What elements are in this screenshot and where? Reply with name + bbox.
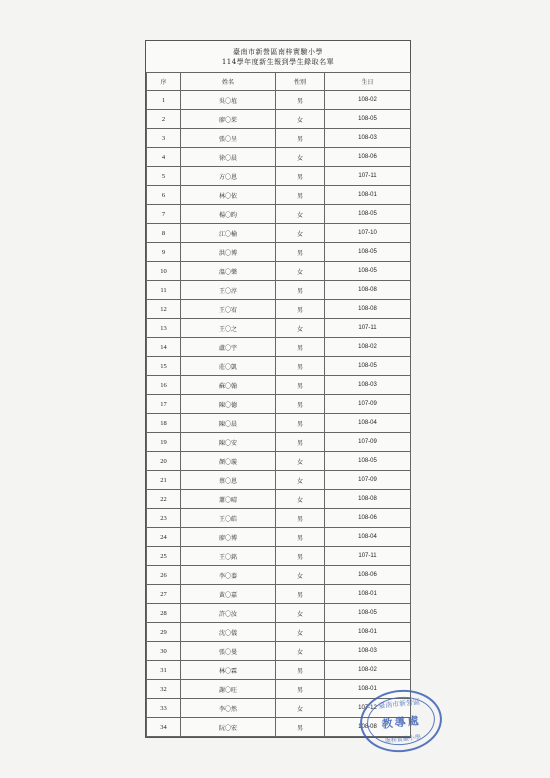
cell-birth: 108-03 [325, 129, 411, 148]
cell-birth: 108-02 [325, 91, 411, 110]
cell-gender: 男 [276, 547, 325, 566]
seal-bottom-text: 南梓實驗小學 [384, 734, 422, 745]
cell-number: 25 [147, 547, 181, 566]
cell-number: 20 [147, 452, 181, 471]
cell-number: 14 [147, 338, 181, 357]
table-row [147, 319, 411, 338]
cell-number: 26 [147, 566, 181, 585]
cell-birth: 108-06 [325, 509, 411, 528]
cell-birth: 108-08 [325, 300, 411, 319]
cell-number: 10 [147, 262, 181, 281]
cell-name: 顏〇璇 [181, 452, 276, 471]
cell-gender: 女 [276, 642, 325, 661]
header-name: 姓名 [181, 73, 276, 91]
cell-number: 29 [147, 623, 181, 642]
cell-gender: 女 [276, 452, 325, 471]
cell-name: 蔡〇恩 [181, 471, 276, 490]
cell-number: 21 [147, 471, 181, 490]
cell-number: 31 [147, 661, 181, 680]
cell-number: 11 [147, 281, 181, 300]
cell-birth: 108-03 [325, 642, 411, 661]
cell-name: 黃〇嘉 [181, 585, 276, 604]
cell-gender: 男 [276, 585, 325, 604]
table-row [147, 585, 411, 604]
cell-name: 陳〇安 [181, 433, 276, 452]
cell-number: 12 [147, 300, 181, 319]
cell-birth: 108-05 [325, 604, 411, 623]
table-row [147, 395, 411, 414]
table-body [147, 91, 411, 737]
cell-number: 28 [147, 604, 181, 623]
table-row [147, 91, 411, 110]
cell-name: 林〇霖 [181, 661, 276, 680]
cell-birth: 108-02 [325, 661, 411, 680]
cell-birth: 108-05 [325, 110, 411, 129]
cell-birth: 108-05 [325, 357, 411, 376]
cell-birth: 108-08 [325, 281, 411, 300]
cell-name: 李〇然 [181, 699, 276, 718]
header-gender: 性別 [276, 73, 325, 91]
seal-top-text: 臺南市新營區 [377, 697, 421, 711]
cell-name: 江〇榆 [181, 224, 276, 243]
cell-name: 沈〇儀 [181, 623, 276, 642]
table-row [147, 300, 411, 319]
cell-gender: 男 [276, 91, 325, 110]
cell-birth: 107-11 [325, 167, 411, 186]
cell-birth: 108-05 [325, 243, 411, 262]
table-row [147, 604, 411, 623]
cell-birth: 107-11 [325, 547, 411, 566]
cell-gender: 女 [276, 623, 325, 642]
cell-number: 3 [147, 129, 181, 148]
cell-birth: 107-12 [325, 699, 411, 718]
cell-gender: 男 [276, 509, 325, 528]
title-subtitle: 114學年度新生報到學生錄取名單 [221, 58, 335, 66]
cell-gender: 女 [276, 566, 325, 585]
cell-name: 廖〇博 [181, 528, 276, 547]
document-title [146, 41, 410, 72]
header-birth: 生日 [325, 73, 411, 91]
cell-name: 王〇之 [181, 319, 276, 338]
cell-name: 王〇淳 [181, 281, 276, 300]
cell-name: 王〇皓 [181, 509, 276, 528]
cell-number: 34 [147, 718, 181, 737]
cell-gender: 男 [276, 300, 325, 319]
cell-name: 徐〇晨 [181, 148, 276, 167]
cell-name: 吳〇埴 [181, 91, 276, 110]
table-row [147, 642, 411, 661]
cell-name: 許〇汝 [181, 604, 276, 623]
cell-name: 陳〇晨 [181, 414, 276, 433]
cell-gender: 男 [276, 357, 325, 376]
table-row [147, 338, 411, 357]
cell-birth: 108-01 [325, 623, 411, 642]
cell-gender: 女 [276, 262, 325, 281]
cell-birth: 108-01 [325, 585, 411, 604]
cell-birth: 108-08 [325, 490, 411, 509]
cell-name: 王〇宥 [181, 300, 276, 319]
cell-name: 陳〇德 [181, 395, 276, 414]
cell-number: 15 [147, 357, 181, 376]
cell-birth: 107-11 [325, 319, 411, 338]
table-row [147, 262, 411, 281]
table-row [147, 376, 411, 395]
title-school: 臺南市新營區南梓實驗小學 [233, 48, 323, 56]
cell-name: 蘇〇翰 [181, 376, 276, 395]
cell-birth: 108-02 [325, 338, 411, 357]
table-row [147, 414, 411, 433]
cell-birth: 108-01 [325, 186, 411, 205]
cell-gender: 男 [276, 433, 325, 452]
cell-name: 阮〇宏 [181, 718, 276, 737]
table-row [147, 623, 411, 642]
cell-gender: 女 [276, 699, 325, 718]
cell-birth: 107-10 [325, 224, 411, 243]
cell-gender: 女 [276, 319, 325, 338]
cell-number: 24 [147, 528, 181, 547]
cell-gender: 女 [276, 148, 325, 167]
table-row [147, 186, 411, 205]
cell-number: 22 [147, 490, 181, 509]
cell-name: 盧〇宇 [181, 338, 276, 357]
cell-name: 謝〇旺 [181, 680, 276, 699]
cell-birth: 108-05 [325, 262, 411, 281]
cell-name: 張〇呈 [181, 129, 276, 148]
cell-gender: 女 [276, 224, 325, 243]
table-row [147, 357, 411, 376]
cell-gender: 男 [276, 129, 325, 148]
cell-number: 2 [147, 110, 181, 129]
cell-birth: 108-08 [325, 718, 411, 737]
cell-name: 方〇恩 [181, 167, 276, 186]
cell-birth: 107-09 [325, 471, 411, 490]
cell-gender: 男 [276, 395, 325, 414]
enrollment-list-sheet [145, 40, 411, 738]
table-row [147, 547, 411, 566]
cell-birth: 108-06 [325, 148, 411, 167]
table-row [147, 129, 411, 148]
cell-number: 27 [147, 585, 181, 604]
cell-number: 5 [147, 167, 181, 186]
cell-number: 1 [147, 91, 181, 110]
cell-birth: 108-05 [325, 205, 411, 224]
table-row [147, 148, 411, 167]
table-row [147, 224, 411, 243]
cell-name: 蕭〇晴 [181, 490, 276, 509]
cell-number: 30 [147, 642, 181, 661]
cell-number: 8 [147, 224, 181, 243]
table-row [147, 680, 411, 699]
table-row [147, 205, 411, 224]
cell-birth: 107-09 [325, 433, 411, 452]
table-header-row [147, 73, 411, 91]
enrollment-table [146, 72, 411, 737]
cell-birth: 108-01 [325, 680, 411, 699]
cell-name: 林〇依 [181, 186, 276, 205]
table-row [147, 110, 411, 129]
cell-birth: 108-04 [325, 414, 411, 433]
cell-birth: 108-06 [325, 566, 411, 585]
cell-birth: 108-03 [325, 376, 411, 395]
cell-gender: 男 [276, 167, 325, 186]
cell-name: 王〇銘 [181, 547, 276, 566]
cell-gender: 女 [276, 490, 325, 509]
table-row [147, 167, 411, 186]
cell-name: 廖〇茱 [181, 110, 276, 129]
cell-number: 23 [147, 509, 181, 528]
cell-number: 4 [147, 148, 181, 167]
cell-birth: 108-04 [325, 528, 411, 547]
cell-number: 19 [147, 433, 181, 452]
table-row [147, 490, 411, 509]
table-row [147, 243, 411, 262]
cell-gender: 女 [276, 471, 325, 490]
cell-number: 33 [147, 699, 181, 718]
cell-number: 7 [147, 205, 181, 224]
cell-gender: 男 [276, 414, 325, 433]
cell-gender: 女 [276, 110, 325, 129]
cell-gender: 男 [276, 376, 325, 395]
seal-middle-text: 教導處 [381, 713, 422, 731]
cell-number: 17 [147, 395, 181, 414]
table-row [147, 528, 411, 547]
table-row [147, 509, 411, 528]
cell-birth: 108-05 [325, 452, 411, 471]
cell-name: 張〇曼 [181, 642, 276, 661]
cell-number: 18 [147, 414, 181, 433]
cell-gender: 男 [276, 281, 325, 300]
cell-name: 莊〇凱 [181, 357, 276, 376]
cell-gender: 男 [276, 661, 325, 680]
cell-number: 32 [147, 680, 181, 699]
cell-number: 9 [147, 243, 181, 262]
cell-gender: 男 [276, 338, 325, 357]
cell-gender: 男 [276, 718, 325, 737]
table-row [147, 452, 411, 471]
cell-number: 16 [147, 376, 181, 395]
cell-gender: 男 [276, 528, 325, 547]
cell-gender: 女 [276, 205, 325, 224]
cell-name: 洪〇博 [181, 243, 276, 262]
cell-birth: 107-09 [325, 395, 411, 414]
table-row [147, 661, 411, 680]
cell-gender: 男 [276, 243, 325, 262]
table-row [147, 433, 411, 452]
cell-name: 李〇蓁 [181, 566, 276, 585]
cell-number: 6 [147, 186, 181, 205]
header-number: 序 [147, 73, 181, 91]
cell-number: 13 [147, 319, 181, 338]
cell-name: 溫〇樂 [181, 262, 276, 281]
table-row [147, 566, 411, 585]
table-row [147, 471, 411, 490]
cell-gender: 男 [276, 680, 325, 699]
cell-gender: 男 [276, 186, 325, 205]
cell-name: 楊〇昀 [181, 205, 276, 224]
table-row [147, 281, 411, 300]
cell-gender: 女 [276, 604, 325, 623]
